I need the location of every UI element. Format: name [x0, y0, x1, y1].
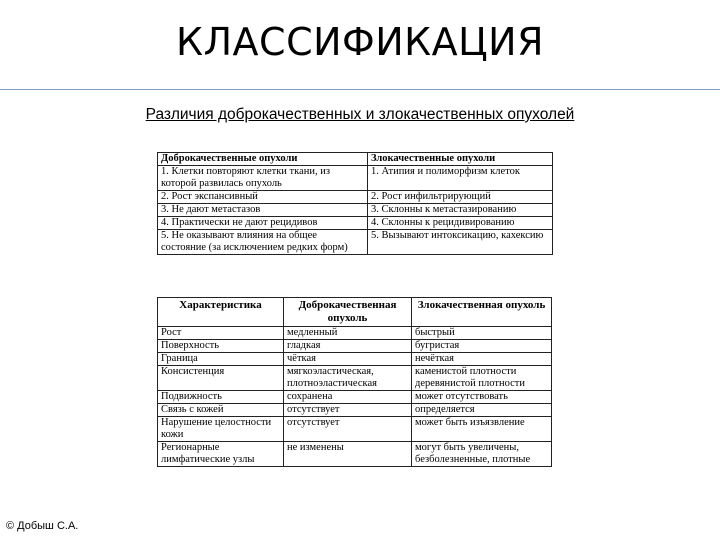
- table-cell: 4. Практически не дают рецидивов: [158, 217, 368, 230]
- table-cell: 3. Склонны к метастазированию: [368, 204, 553, 217]
- table-cell: Подвижность: [158, 391, 284, 404]
- slide-subtitle: [0, 106, 720, 124]
- table-cell: может быть изъязвление: [412, 417, 552, 442]
- column-header: Злокачественные опухоли: [368, 153, 553, 166]
- table-cell: 5. Вызывают интоксикацию, кахексию: [368, 230, 553, 255]
- column-header: Характеристика: [158, 298, 284, 327]
- table-row: [158, 366, 552, 391]
- column-header: Доброкачественная опухоль: [284, 298, 412, 327]
- table-row: [158, 417, 552, 442]
- table-cell: быстрый: [412, 327, 552, 340]
- table-body: [158, 166, 553, 255]
- table-cell: Рост: [158, 327, 284, 340]
- table-cell: гладкая: [284, 340, 412, 353]
- table-cell: определяется: [412, 404, 552, 417]
- table-row: [158, 204, 553, 217]
- table-cell: мягкоэластическая, плотноэластическая: [284, 366, 412, 391]
- table-cell: 5. Не оказывают влияния на общее состояние (за исключением редких форм): [158, 230, 368, 255]
- table-cell: 3. Не дают метастазов: [158, 204, 368, 217]
- table-cell: 2. Рост инфильтрирующий: [368, 191, 553, 204]
- differences-table: [157, 152, 553, 255]
- table-cell: Консистенция: [158, 366, 284, 391]
- table-cell: медленный: [284, 327, 412, 340]
- table-row: [158, 230, 553, 255]
- subtitle-text: Различия доброкачественных и злокачественных опухолей: [145, 106, 575, 123]
- table-cell: Регионарные лимфатические узлы: [158, 442, 284, 467]
- table-cell: каменистой плотности деревянистой плотности: [412, 366, 552, 391]
- table-row: [158, 191, 553, 204]
- slide-title: КЛАССИФИКАЦИЯ: [176, 20, 544, 64]
- copyright-footer: © Добыш С.А.: [6, 520, 79, 532]
- table-header-row: [158, 153, 553, 166]
- table-cell: отсутствует: [284, 417, 412, 442]
- table-cell: 1. Атипия и полиморфизм клеток: [368, 166, 553, 191]
- table-cell: 4. Склонны к рецидивированию: [368, 217, 553, 230]
- table-header-row: [158, 298, 552, 327]
- table-row: [158, 166, 553, 191]
- table-cell: 2. Рост экспансивный: [158, 191, 368, 204]
- table-row: [158, 442, 552, 467]
- table-cell: сохранена: [284, 391, 412, 404]
- table-row: [158, 404, 552, 417]
- table-cell: нечёткая: [412, 353, 552, 366]
- table-row: [158, 327, 552, 340]
- table-cell: могут быть увеличены, безболезненные, плотные: [412, 442, 552, 467]
- table-row: [158, 391, 552, 404]
- table-row: [158, 217, 553, 230]
- table-cell: Граница: [158, 353, 284, 366]
- table-cell: Связь с кожей: [158, 404, 284, 417]
- title-divider: [0, 89, 720, 90]
- table-body: [158, 327, 552, 467]
- table-cell: не изменены: [284, 442, 412, 467]
- table-cell: отсутствует: [284, 404, 412, 417]
- column-header: Доброкачественные опухоли: [158, 153, 368, 166]
- table-row: [158, 353, 552, 366]
- table-cell: бугристая: [412, 340, 552, 353]
- table-cell: Нарушение целостности кожи: [158, 417, 284, 442]
- table-cell: Поверхность: [158, 340, 284, 353]
- table-cell: может отсутствовать: [412, 391, 552, 404]
- table-cell: 1. Клетки повторяют клетки ткани, из которой развилась опухоль: [158, 166, 368, 191]
- table-cell: чёткая: [284, 353, 412, 366]
- characteristics-table: [157, 297, 552, 467]
- column-header: Злокачественная опухоль: [412, 298, 552, 327]
- table-row: [158, 340, 552, 353]
